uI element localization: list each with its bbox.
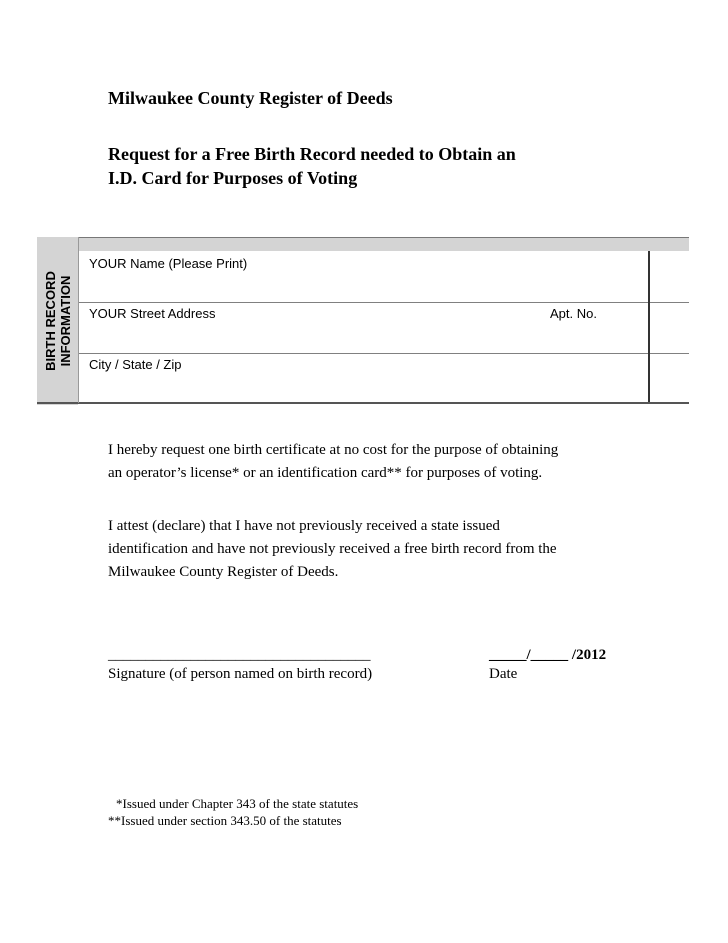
street-address-field-label: YOUR Street Address bbox=[89, 306, 216, 321]
name-row-divider bbox=[78, 302, 689, 303]
address-row-divider bbox=[78, 353, 689, 354]
form-header-band bbox=[78, 237, 689, 251]
name-field-label: YOUR Name (Please Print) bbox=[89, 256, 248, 271]
side-label-line-2: INFORMATION bbox=[57, 275, 73, 367]
request-title bbox=[108, 142, 516, 190]
birth-record-side-label bbox=[37, 237, 78, 405]
signature-caption: Signature (of person named on birth record) bbox=[108, 666, 373, 682]
apt-no-field-label: Apt. No. bbox=[550, 306, 597, 321]
date-caption: Date bbox=[489, 666, 518, 682]
request-title-line-2: I.D. Card for Purposes of Voting bbox=[108, 168, 358, 188]
date-line: _____/_____ /2012 bbox=[489, 647, 607, 663]
attestation-statement bbox=[108, 515, 557, 584]
form-right-divider bbox=[648, 251, 650, 402]
attestation-line-2: identification and have not previously received a free birth record from the bbox=[108, 541, 557, 557]
attestation-line-3: Milwaukee County Register of Deeds. bbox=[108, 564, 339, 580]
request-statement bbox=[108, 439, 558, 485]
side-label-line-1: BIRTH RECORD bbox=[42, 271, 58, 371]
office-title: Milwaukee County Register of Deeds bbox=[108, 88, 393, 108]
form-bottom-border bbox=[37, 402, 689, 404]
footnote-2: **Issued under section 343.50 of the statutes bbox=[108, 813, 342, 828]
city-state-zip-field-label: City / State / Zip bbox=[89, 357, 182, 372]
attestation-line-1: I attest (declare) that I have not previously received a state issued bbox=[108, 518, 500, 534]
signature-line: ___________________________________ bbox=[108, 647, 371, 663]
footnote-1: *Issued under Chapter 343 of the state statutes bbox=[116, 796, 359, 811]
form-left-border bbox=[78, 237, 79, 403]
request-statement-line-2: an operator’s license* or an identification card** for purposes of voting. bbox=[108, 465, 543, 481]
request-title-line-1: Request for a Free Birth Record needed to Obtain an bbox=[108, 144, 516, 164]
request-statement-line-1: I hereby request one birth certificate at no cost for the purpose of obtaining bbox=[108, 442, 559, 458]
